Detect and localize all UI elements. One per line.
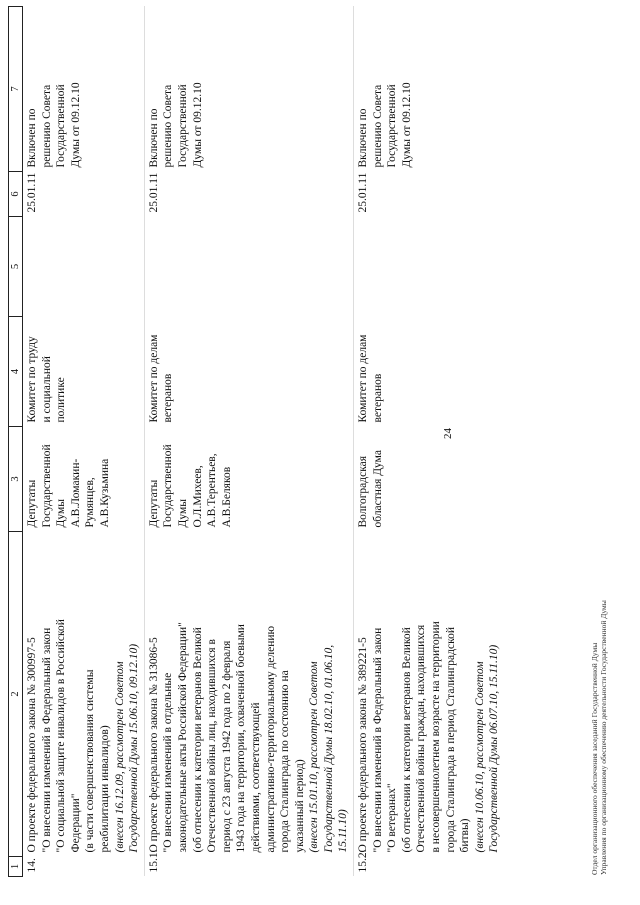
author-line: Думы [55,499,68,528]
bill-description [23,532,145,857]
consideration-note-line: Государственной Думы 15.06.10, 09.12.10) [128,643,141,853]
consideration-note-line: (внесен 16.12.09, рассмотрен Советом [113,661,126,853]
author-line: Румянцев, [84,477,97,528]
status-line: Государственной [386,84,399,168]
description-line: О проекте федерального закона № 300997-5 [26,637,38,853]
row-number: 15.2. [354,857,504,877]
column-header-4: 4 [9,317,23,427]
consideration-note-line: Государственной Думы 18.02.10, 01.06.10, [322,644,335,853]
author-line: А.В.Беляков [220,466,233,528]
author-line: Думы [176,499,189,528]
bill-description [144,532,353,857]
table-row [354,7,504,877]
status-line: решению Совета [40,84,53,168]
responsible-committee [144,317,353,427]
column-header-2: 2 [9,532,23,857]
column-5-value [144,217,353,317]
consideration-date: 25.01.11 [354,172,504,217]
committee-line: Комитет по делам [147,334,160,423]
table-row [23,7,145,877]
description-line: указанный период) [293,759,306,853]
status-line: Государственной [176,84,189,168]
author-line: Государственной [162,444,175,528]
committee-line: и социальной [40,356,53,423]
description-line: период с 23 августа 1942 года по 2 февраля [220,640,233,853]
column-5-value [354,217,504,317]
description-line: города Сталинграда по состоянию на [279,670,292,853]
committee-line: Комитет по делам [357,334,370,423]
description-line: 1943 года на территории, охваченной боевыми [235,624,248,853]
column-header-6: 6 [9,172,23,217]
status-line: решению Совета [371,84,384,168]
description-line: в несовершеннолетнем возрасте на территории [430,621,443,853]
status-line: Думы от 09.12.10 [400,82,413,168]
agenda-table [8,6,504,877]
status-line: Думы от 09.12.10 [191,82,204,168]
description-line: (в части совершенствования системы [84,669,97,853]
committee-line: ветеранов [371,373,384,423]
description-line: "О ветеранах" [386,783,399,853]
inclusion-status [144,7,353,172]
author-line: областная Дума [371,450,384,528]
column-header-1: 1 [9,857,23,877]
description-line: административно-территориальному делению [264,625,277,853]
description-line: "О внесении изменений в Федеральный закон [40,627,53,853]
footer-line-2: Управления по организационному обеспечению деятельности Государственной Думы [599,600,608,875]
description-line: (об отнесении к категории ветеранов Великой [191,627,204,853]
consideration-note-line: (внесен 10.06.10, рассмотрен Советом [473,661,486,853]
column-header-7: 7 [9,7,23,172]
description-line: Отечественной войны граждан, находившихся [415,624,428,853]
description-line: (об отнесении к категории ветеранов Великой [400,627,413,853]
author-line: А.В.Терентьев, [206,453,219,528]
committee-line: Комитет по труду [26,336,38,423]
description-line: Федерации" [69,793,82,853]
committee-line: политике [55,377,68,423]
bill-authors [23,427,145,532]
description-line: законодательные акты Российской Федерации" [176,622,189,853]
footer [590,600,608,875]
description-line: О проекте федерального закона № 313086-5 [147,637,160,853]
status-line: Включен по [357,108,370,168]
author-line: Государственной [40,444,53,528]
table-row [144,7,353,877]
consideration-note-line: Государственной Думы 06.07.10, 15.11.10) [488,644,501,853]
author-line: Волгоградская [357,455,370,528]
description-line: битвы) [459,818,472,853]
bill-authors [144,427,353,532]
column-header-5: 5 [9,217,23,317]
column-header-row [9,7,23,877]
description-line: О проекте федерального закона № 389221-5 [357,637,370,853]
author-line: Депутаты [147,479,160,528]
consideration-note-line: 15.11.10) [337,809,350,853]
author-line: Депутаты [26,479,38,528]
author-line: А.В.Кузьмина [98,458,111,528]
inclusion-status [23,7,145,172]
table-body [23,7,505,877]
author-line: О.Л.Михеев, [191,465,204,528]
description-line: Отечественной войны лиц, находившихся в [206,639,219,853]
row-number: 14. [26,858,38,873]
description-line: реабилитации инвалидов) [98,725,111,853]
responsible-committee [354,317,504,427]
consideration-date: 25.01.11 [26,172,38,213]
column-5-value [23,217,145,317]
status-line: решению Совета [162,84,175,168]
responsible-committee [23,317,145,427]
description-line: "О социальной защите инвалидов в Российской [55,619,68,853]
description-line: города Сталинграда в период Сталинградской [444,626,457,853]
footer-line-1: Отдел организационного обеспечения заседаний Государственной Думы [590,642,599,875]
page-number: 24 [442,428,454,439]
status-line: Включен по [26,108,38,168]
inclusion-status [354,7,504,172]
status-line: Включен по [147,108,160,168]
description-line: действиями, соответствующей [249,702,262,853]
description-line: "О внесении изменений в отдельные [162,672,175,853]
description-line: "О внесении изменений в Федеральный закон [371,627,384,853]
status-line: Думы от 09.12.10 [69,82,82,168]
bill-authors [354,427,504,532]
consideration-date: 25.01.11 [144,172,353,217]
bill-description [354,532,504,857]
row-number: 15.1. [144,857,353,877]
author-line: А.В.Ломакин- [69,458,82,528]
committee-line: ветеранов [162,373,175,423]
status-line: Государственной [55,84,68,168]
consideration-note-line: (внесен 15.01.10, рассмотрен Советом [308,661,321,853]
column-header-3: 3 [9,427,23,532]
